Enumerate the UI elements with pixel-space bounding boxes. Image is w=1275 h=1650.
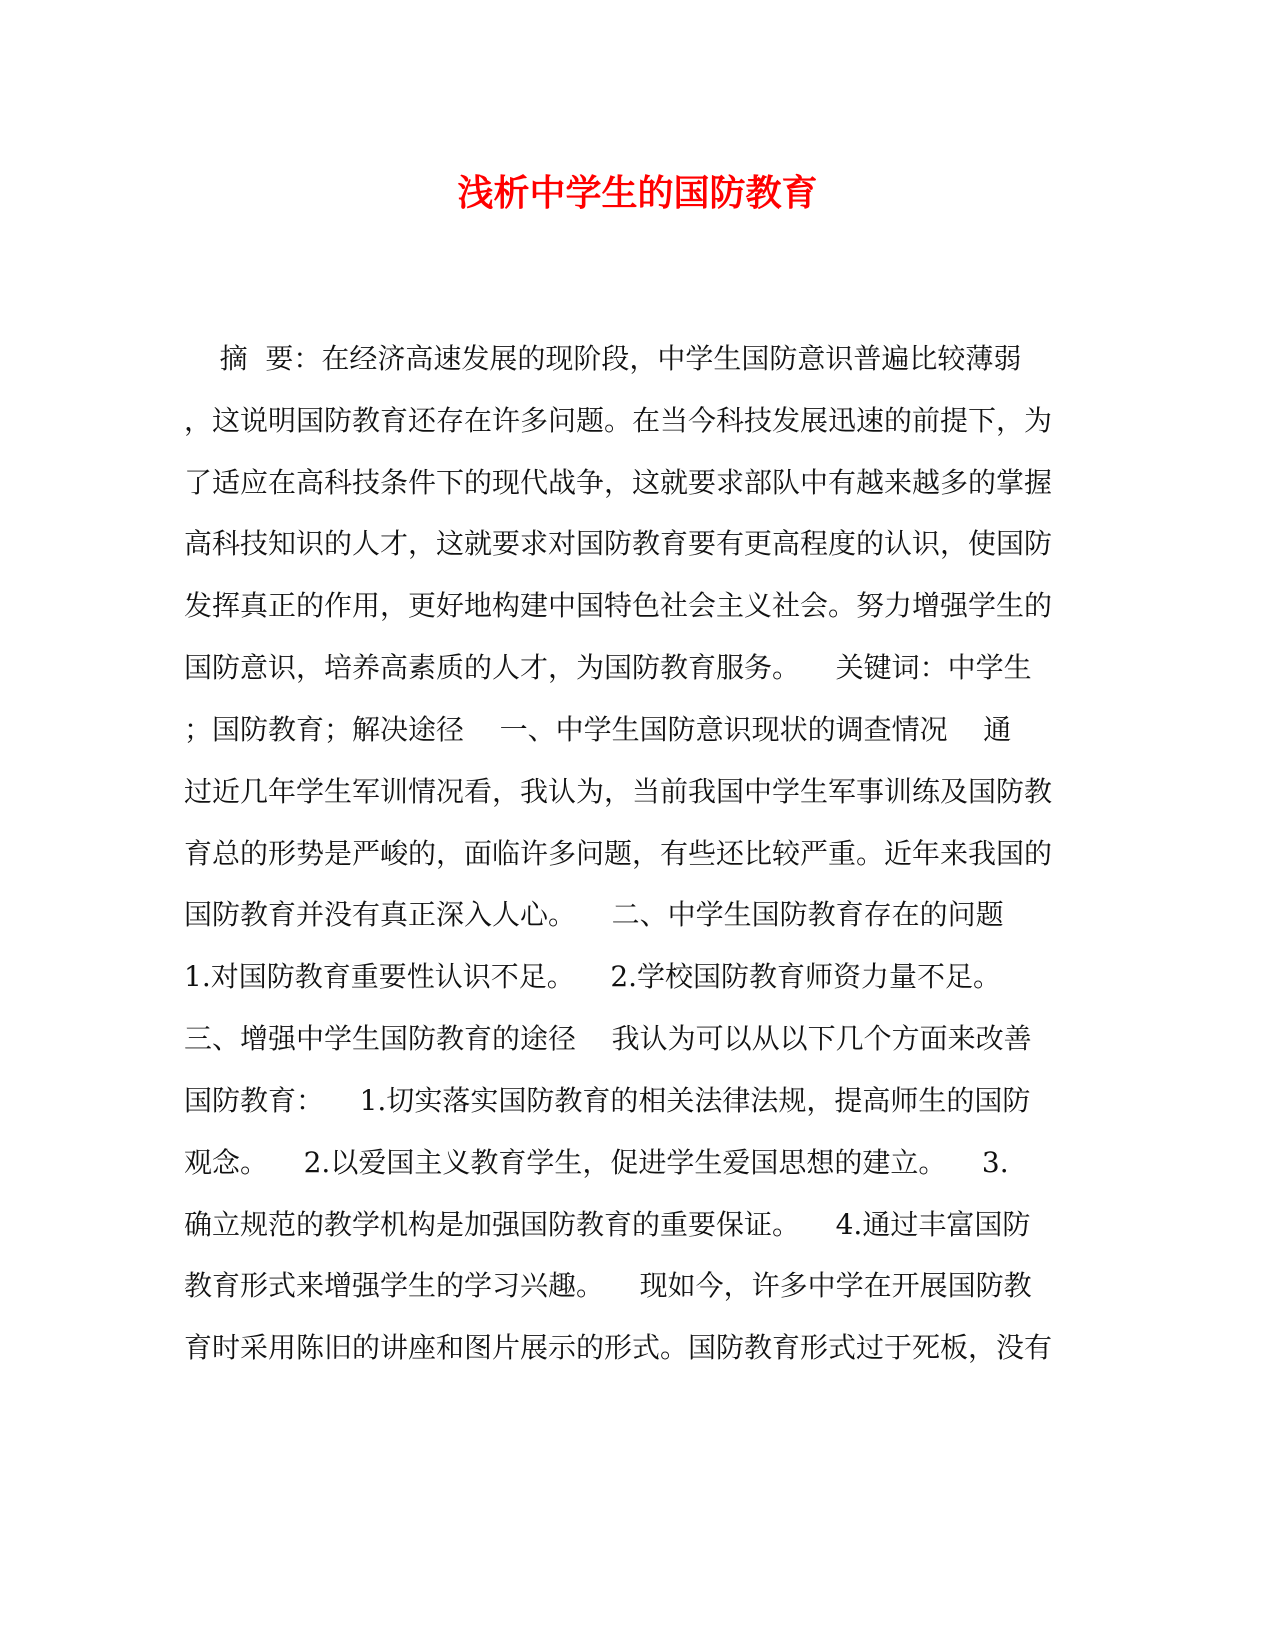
- body-text-line: 了适应在高科技条件下的现代战争，这就要求部队中有越来越多的掌握: [184, 466, 1053, 499]
- body-text-line: ，这说明国防教育还存在许多问题。在当今科技发展迅速的前提下，为: [184, 404, 1053, 437]
- body-text-line: 三、增强中学生国防教育的途径 我认为可以从以下几个方面来改善: [184, 1022, 1032, 1055]
- body-text-line: 国防教育： 1.切实落实国防教育的相关法律法规，提高师生的国防: [184, 1084, 1031, 1117]
- body-text-line: 观念。 2.以爱国主义教育学生，促进学生爱国思想的建立。 3.: [184, 1146, 1009, 1179]
- body-text-line: 高科技知识的人才，这就要求对国防教育要有更高程度的认识，使国防: [184, 527, 1053, 560]
- body-text-line: 育时采用陈旧的讲座和图片展示的形式。国防教育形式过于死板，没有: [184, 1331, 1053, 1364]
- body-text-line: 过近几年学生军训情况看，我认为，当前我国中学生军事训练及国防教: [184, 775, 1053, 808]
- body-text-line: ；国防教育；解决途径 一、中学生国防意识现状的调查情况 通: [184, 713, 1012, 746]
- body-text-line: 国防意识，培养高素质的人才，为国防教育服务。 关键词：中学生: [184, 651, 1032, 684]
- body-text-line: 育总的形势是严峻的，面临许多问题，有些还比较严重。近年来我国的: [184, 837, 1053, 870]
- body-text-line: 国防教育并没有真正深入人心。 二、中学生国防教育存在的问题: [184, 898, 1004, 931]
- body-text-line: 1.对国防教育重要性认识不足。 2.学校国防教育师资力量不足。: [184, 960, 1002, 993]
- body-text-line: 摘 要：在经济高速发展的现阶段，中学生国防意识普遍比较薄弱: [184, 342, 1022, 375]
- body-text-line: 教育形式来增强学生的学习兴趣。 现如今，许多中学在开展国防教: [184, 1269, 1032, 1302]
- body-text-line: 确立规范的教学机构是加强国防教育的重要保证。 4.通过丰富国防: [184, 1208, 1031, 1241]
- document-title: 浅析中学生的国防教育: [457, 172, 818, 214]
- body-text-line: 发挥真正的作用，更好地构建中国特色社会主义社会。努力增强学生的: [184, 589, 1053, 622]
